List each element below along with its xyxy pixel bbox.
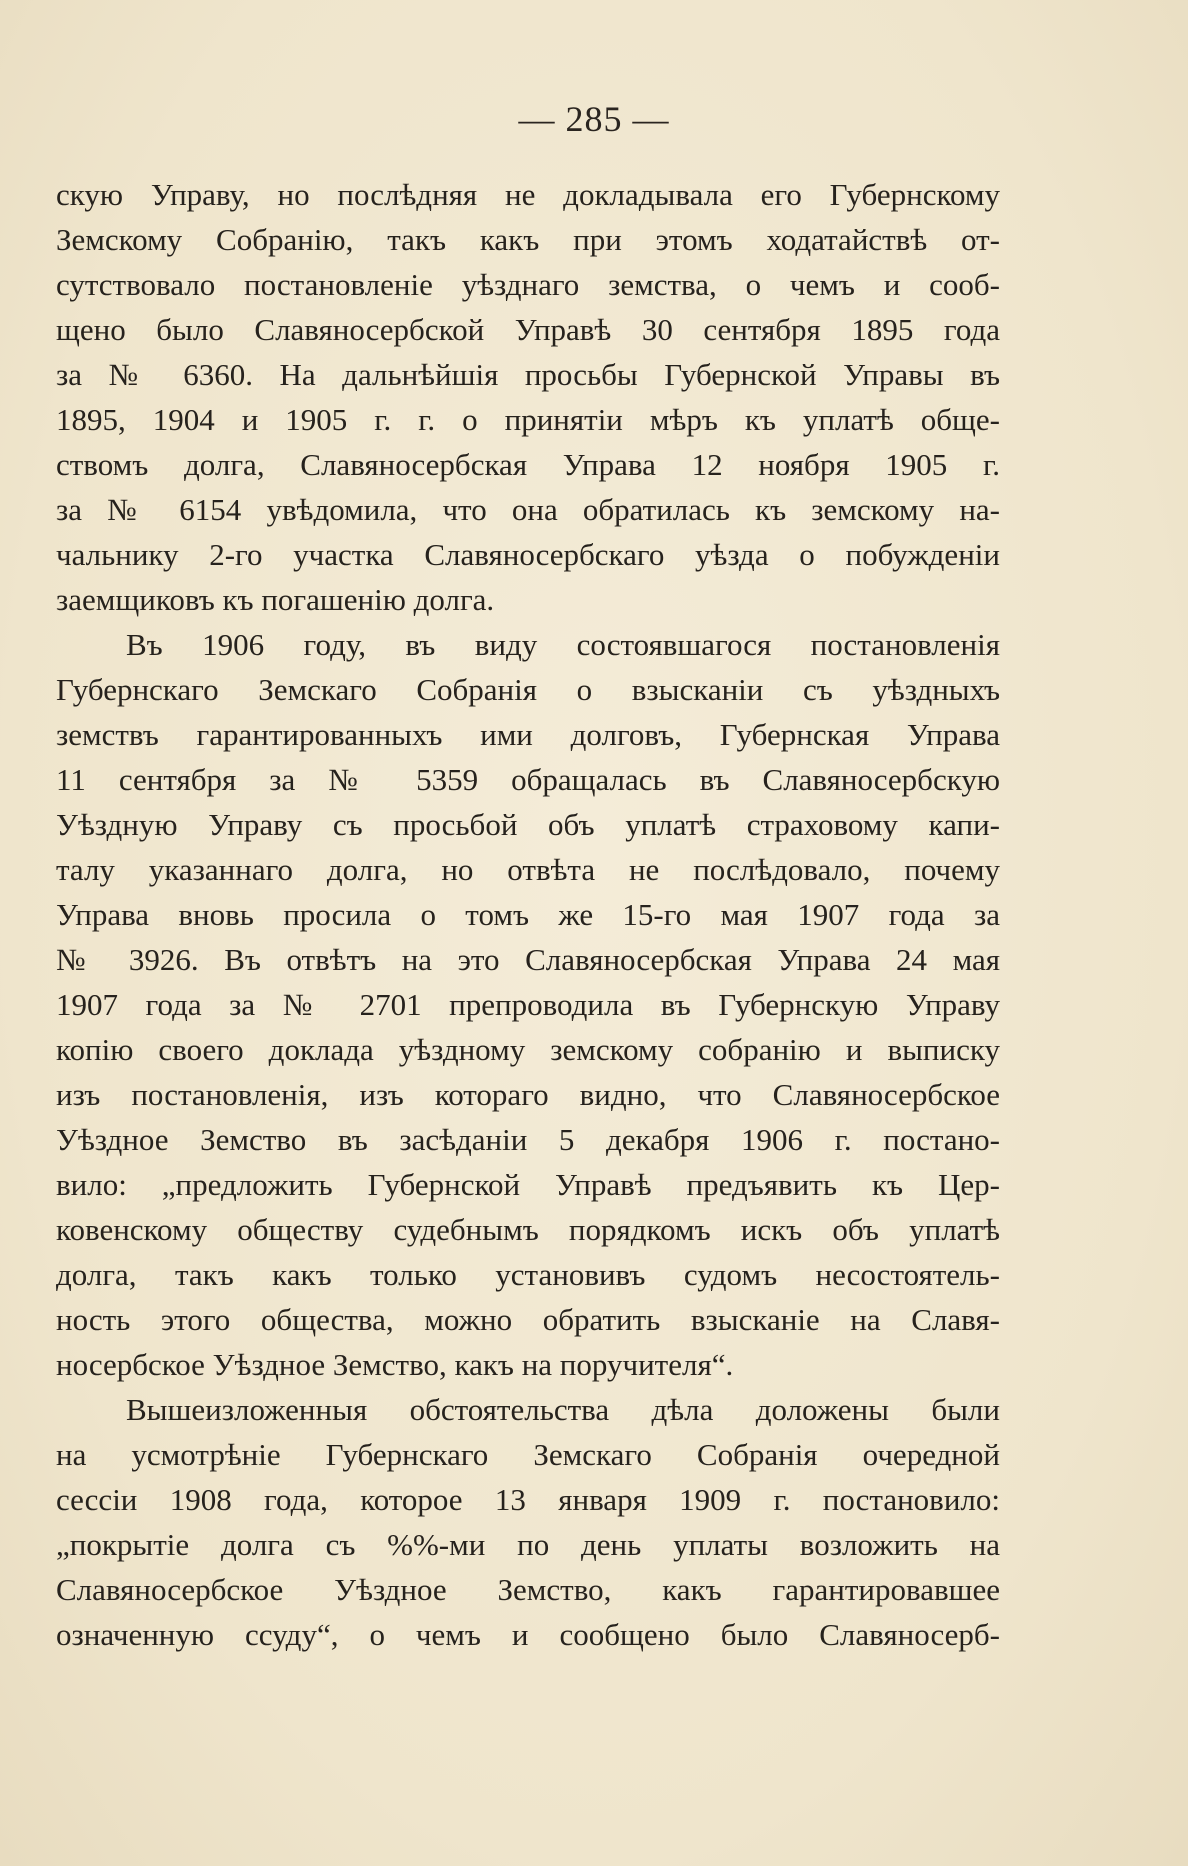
text-line: заемщиковъ къ погашенію долга. bbox=[56, 582, 495, 617]
text-line: означенную ссуду“, о чемъ и сообщено было Славяносерб- bbox=[56, 1617, 1000, 1652]
text-line: сессіи 1908 года, которое 13 января 1909 г. постановило: bbox=[56, 1482, 1000, 1517]
text-line: долга, такъ какъ только установивъ судомъ несостоятель- bbox=[56, 1257, 1000, 1292]
text-line: носербское Уѣздное Земство, какъ на поручителя“. bbox=[56, 1347, 734, 1382]
text-line: 1895, 1904 и 1905 г. г. о принятіи мѣръ къ уплатѣ обще- bbox=[56, 402, 1000, 437]
text-line: за № 6154 увѣдомила, что она обратилась къ земскому на- bbox=[56, 492, 1000, 527]
text-line: 1907 года за № 2701 препроводила въ Губернскую Управу bbox=[56, 987, 1000, 1022]
text-line: Вышеизложенныя обстоятельства дѣла доложены были bbox=[126, 1392, 1000, 1427]
text-line: № 3926. Въ отвѣтъ на это Славяносербская Управа 24 мая bbox=[56, 942, 1000, 977]
page-number: — 285 — bbox=[518, 99, 670, 139]
paragraph-2 bbox=[56, 622, 1000, 1387]
text-line: вило: „предложить Губернской Управѣ предъявить къ Цер- bbox=[56, 1167, 1000, 1202]
text-line: копію своего доклада уѣздному земскому собранію и выписку bbox=[56, 1032, 1000, 1067]
text-line: изъ постановленія, изъ котораго видно, что Славяносербское bbox=[56, 1077, 1000, 1112]
text-line: ствомъ долга, Славяносербская Управа 12 ноября 1905 г. bbox=[56, 447, 1000, 482]
text-line: талу указаннаго долга, но отвѣта не послѣдовало, почему bbox=[56, 852, 1000, 887]
text-line: ность этого общества, можно обратить взысканіе на Славя- bbox=[56, 1302, 1000, 1337]
text-line: Земскому Собранію, такъ какъ при этомъ ходатайствѣ от- bbox=[56, 222, 1000, 257]
text-line: земствъ гарантированныхъ ими долговъ, Губернская Управа bbox=[56, 717, 1000, 752]
text-line: щено было Славяносербской Управѣ 30 сентября 1895 года bbox=[56, 312, 1000, 347]
text-line: „покрытіе долга съ %%-ми по день уплаты возложить на bbox=[56, 1527, 1000, 1562]
text-line: ковенскому обществу судебнымъ порядкомъ искъ объ уплатѣ bbox=[56, 1212, 1000, 1247]
text-line: Губернскаго Земскаго Собранія о взысканіи съ уѣздныхъ bbox=[56, 672, 1000, 707]
text-line: на усмотрѣніе Губернскаго Земскаго Собранія очередной bbox=[56, 1437, 1000, 1472]
text-line: Уѣздную Управу съ просьбой объ уплатѣ страховому капи- bbox=[56, 807, 1000, 842]
text-line: Въ 1906 году, въ виду состоявшагося постановленія bbox=[126, 627, 1000, 662]
text-line: Славяносербское Уѣздное Земство, какъ гарантировавшее bbox=[56, 1572, 1000, 1607]
text-line: сутствовало постановленіе уѣзднаго земства, о чемъ и сооб- bbox=[56, 267, 1000, 302]
text-line: за № 6360. На дальнѣйшія просьбы Губернской Управы въ bbox=[56, 357, 1000, 392]
text-line: чальнику 2-го участка Славяносербскаго уѣзда о побужденіи bbox=[56, 537, 1000, 572]
paragraph-3 bbox=[56, 1387, 1000, 1657]
body-text bbox=[56, 172, 1000, 1657]
text-line: Уѣздное Земство въ засѣданіи 5 декабря 1906 г. постано- bbox=[56, 1122, 1000, 1157]
paragraph-1 bbox=[56, 172, 1000, 622]
text-line: Управа вновь просила о томъ же 15-го мая 1907 года за bbox=[56, 897, 1000, 932]
text-line: 11 сентября за № 5359 обращалась въ Славяносербскую bbox=[56, 762, 1000, 797]
text-line: скую Управу, но послѣдняя не докладывала его Губернскому bbox=[56, 177, 1000, 212]
